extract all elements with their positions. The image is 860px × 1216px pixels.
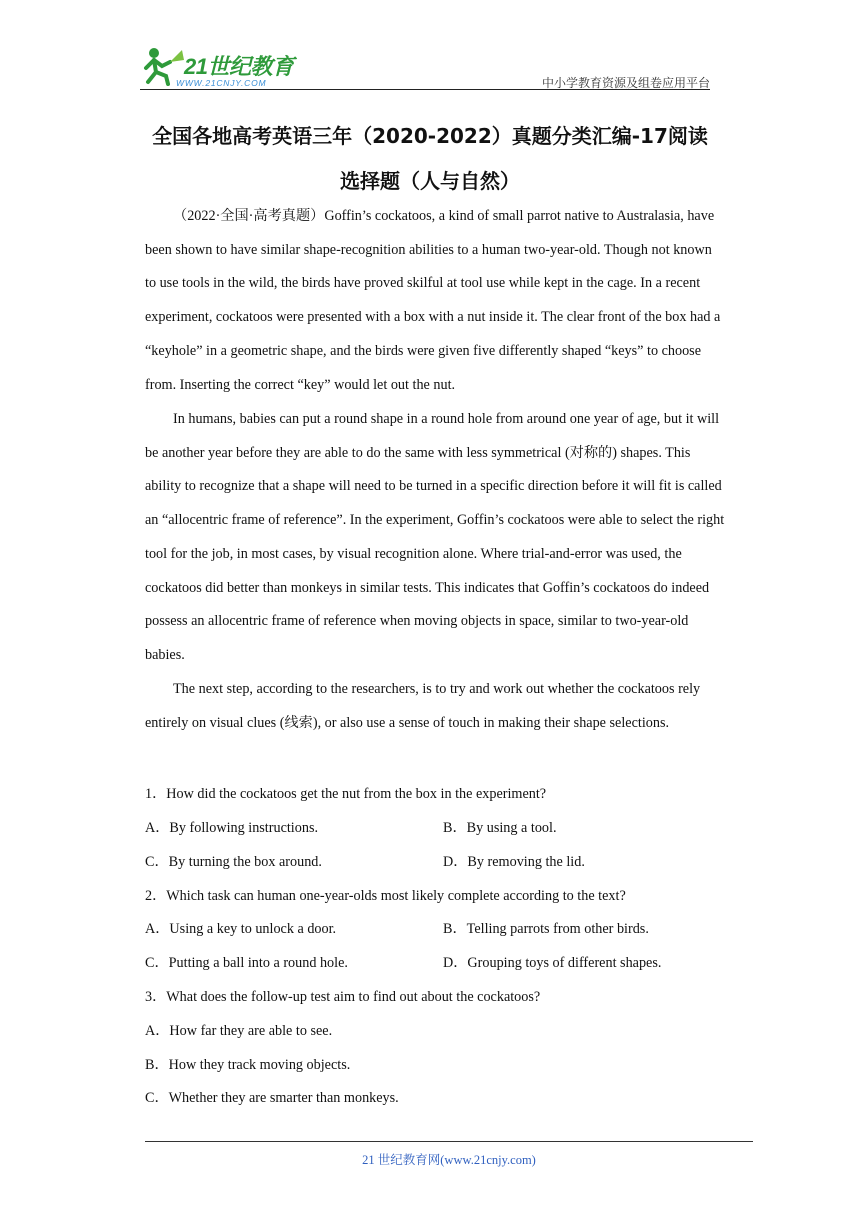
question-3-option-c[interactable]: C．Whether they are smarter than monkeys. (145, 1090, 399, 1106)
question-1-option-d[interactable]: D．By removing the lid. (443, 854, 585, 870)
passage-paragraph-2: In humans, babies can put a round shape in a round hole from around one year of age, but it will be another year before they are able to do the same with less symmetrical (对称的) shapes. This ability to recognize that a shape will need to be turned in a specific direction before it will fit is called an “allocentric frame of reference”. In the experiment, Goffin’s cockatoos were able to select the right tool for the job, in most cases, by visual recognition alone. Where trial-and-error was used, the cockatoos did better than monkeys in similar tests. This indicates that Goffin’s cockatoos do indeed possess an allocentric frame of reference when moving objects in space, similar to two-year-old babies. (145, 411, 725, 663)
question-1-option-c[interactable]: C．By turning the box around. (145, 854, 322, 870)
page-header (140, 44, 710, 92)
question-1-stem: 1．How did the cockatoos get the nut from the box in the experiment? (145, 786, 547, 802)
question-2-option-d[interactable]: D．Grouping toys of different shapes. (443, 955, 662, 971)
question-2-option-a[interactable]: A．Using a key to unlock a door. (145, 921, 337, 937)
page-title-line1: 全国各地高考英语三年（2020-2022）真题分类汇编-17阅读 (152, 124, 708, 148)
question-1-option-a[interactable]: A．By following instructions. (145, 820, 319, 836)
question-1-option-b[interactable]: B．By using a tool. (443, 820, 557, 836)
footer-link[interactable]: 21 世纪教育网(www.21cnjy.com) (362, 1153, 536, 1167)
page-title-line2: 选择题（人与自然） (340, 169, 520, 193)
footer-divider (145, 1141, 753, 1142)
question-3-option-a[interactable]: A．How far they are able to see. (145, 1023, 333, 1039)
question-2-option-b[interactable]: B．Telling parrots from other birds. (443, 921, 649, 937)
passage-paragraph-3: The next step, according to the researchers, is to try and work out whether the cockatoos rely entirely on visual clues (线索), or also use a sense of touch in making their shape selections. (145, 681, 701, 731)
question-3-option-b[interactable]: B．How they track moving objects. (145, 1057, 351, 1073)
question-3-stem: 3．What does the follow-up test aim to find out about the cockatoos? (145, 989, 541, 1005)
question-2-option-c[interactable]: C．Putting a ball into a round hole. (145, 955, 348, 971)
header-divider (140, 89, 710, 90)
question-2-stem: 2．Which task can human one-year-olds most likely complete according to the text? (145, 888, 626, 904)
site-logo[interactable] (140, 44, 310, 90)
logo-url: WWW.21CNJY.COM (176, 78, 267, 88)
platform-tagline: 中小学教育资源及组卷应用平台 (541, 76, 710, 90)
passage-paragraph-1: （2022·全国·高考真题）Goffin’s cockatoos, a kind of small parrot native to Australasia, have been shown to have similar shape-recognition abilities to a human two-year-old. Though not known to use tools in the wild, the birds have proved skilful at tool use while kept in the cage. In a recent experiment, cockatoos were presented with a box with a nut inside it. The clear front of the box had a “keyhole” in a geometric shape, and the birds were given five differently shaped “keys” to choose from. Inserting the correct “key” would let out the nut. (145, 208, 721, 393)
logo-text: 21世纪教育 (184, 54, 294, 79)
